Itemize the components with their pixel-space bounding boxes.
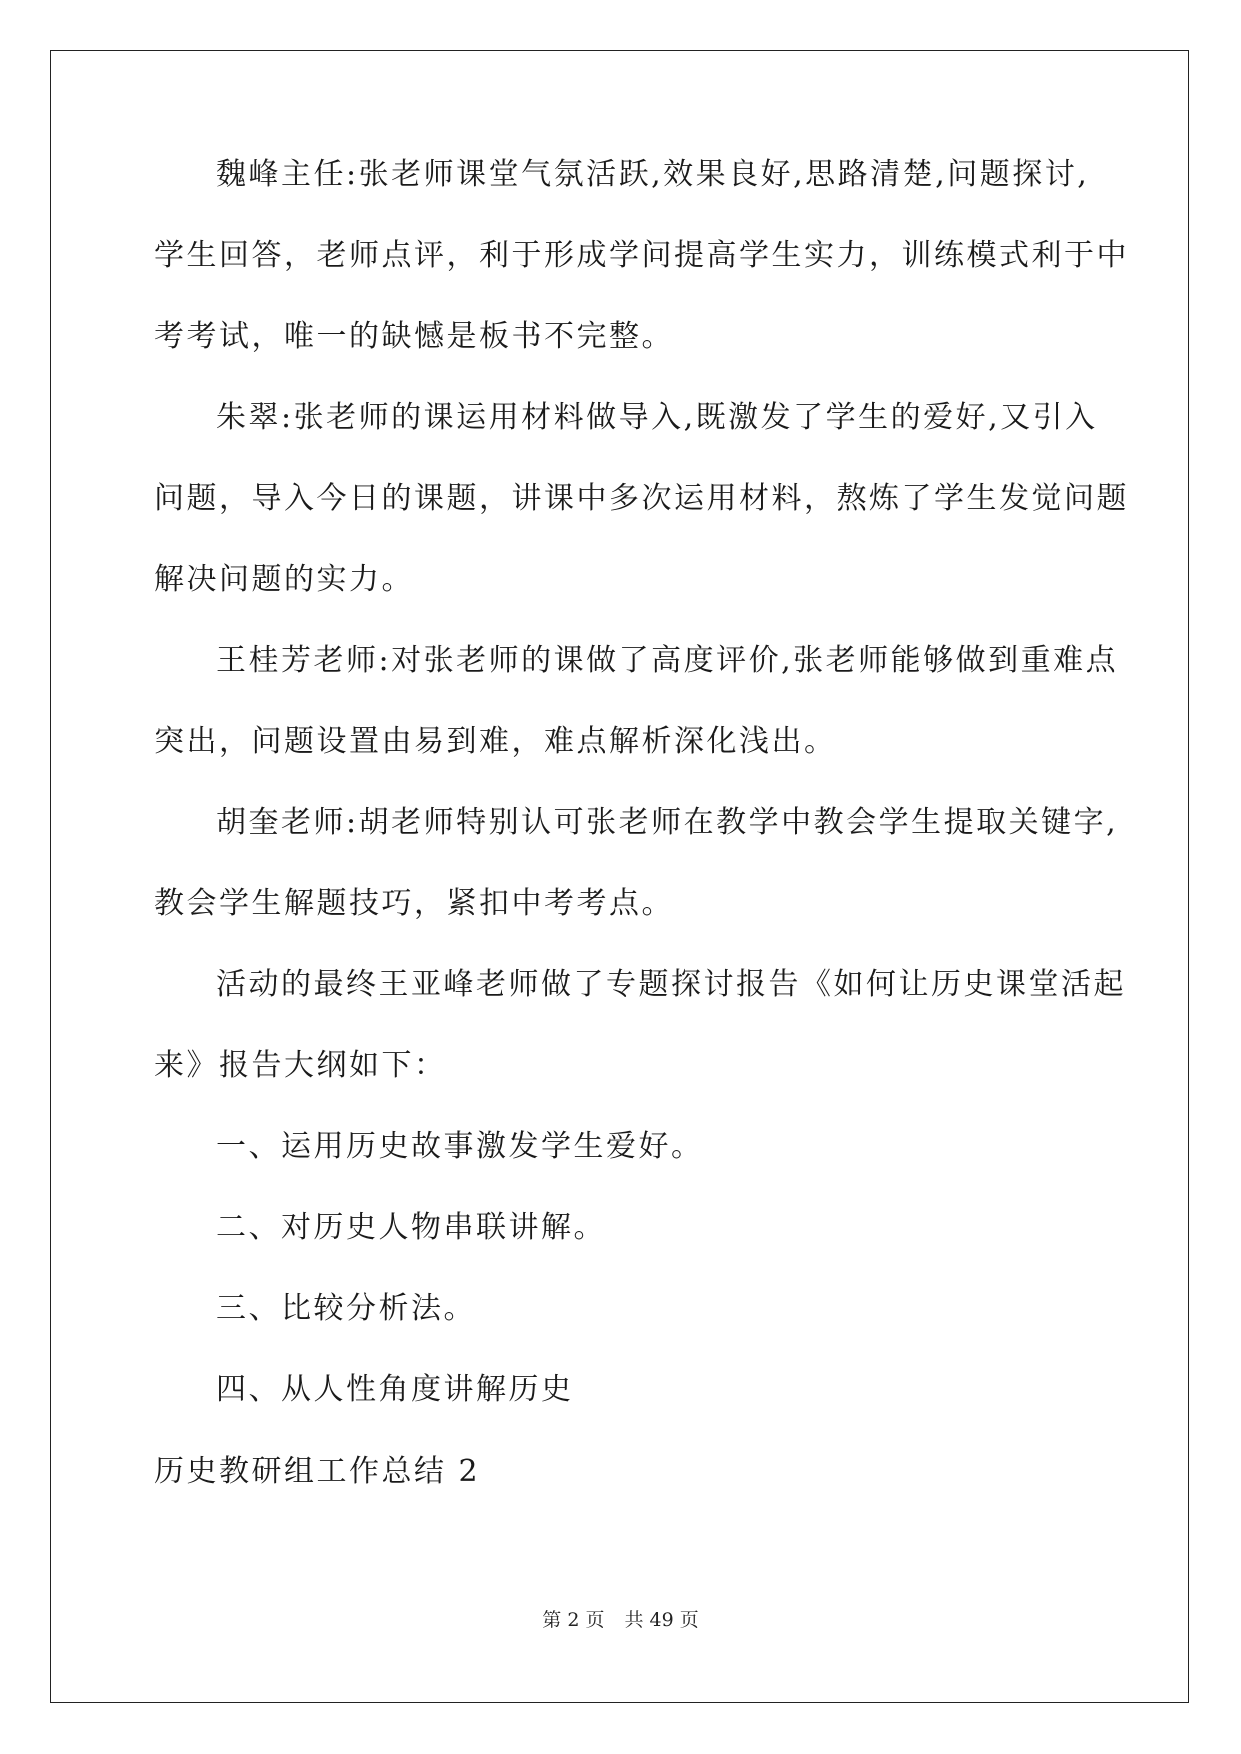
section-heading: 历史教研组工作总结 2 [154,1454,481,1489]
list-item: 四、从人性角度讲解历史 [216,1372,574,1407]
paragraph-line: 学生回答，老师点评，利于形成学问提高学生实力，训练模式利于中 [154,238,1129,273]
paragraph-line: 活动的最终王亚峰老师做了专题探讨报告《如何让历史课堂活起 [216,967,1126,1002]
paragraph-line: 朱翠:张老师的课运用材料做导入,既激发了学生的爱好,又引入 [216,400,1098,435]
paragraph-line: 考考试，唯一的缺憾是板书不完整。 [154,319,674,354]
paragraph-line: 王桂芳老师:对张老师的课做了高度评价,张老师能够做到重难点 [216,643,1119,678]
paragraph-line: 问题，导入今日的课题，讲课中多次运用材料，熬炼了学生发觉问题 [154,481,1129,516]
page-footer [0,1608,1241,1632]
page-total: 共 49 页 [624,1609,699,1631]
paragraph-line: 魏峰主任:张老师课堂气氛活跃,效果良好,思路清楚,问题探讨, [216,157,1090,192]
list-item: 一、运用历史故事激发学生爱好。 [216,1129,704,1164]
list-item: 三、比较分析法。 [216,1291,476,1326]
list-item: 二、对历史人物串联讲解。 [216,1210,606,1245]
paragraph-line: 胡奎老师:胡老师特别认可张老师在教学中教会学生提取关键字, [216,805,1119,840]
paragraph-line: 教会学生解题技巧，紧扣中考考点。 [154,886,674,921]
paragraph-line: 解决问题的实力。 [154,562,414,597]
paragraph-line: 来》报告大纲如下： [154,1048,447,1083]
paragraph-line: 突出，问题设置由易到难，难点解析深化浅出。 [154,724,837,759]
page-number: 第 2 页 [542,1609,605,1631]
